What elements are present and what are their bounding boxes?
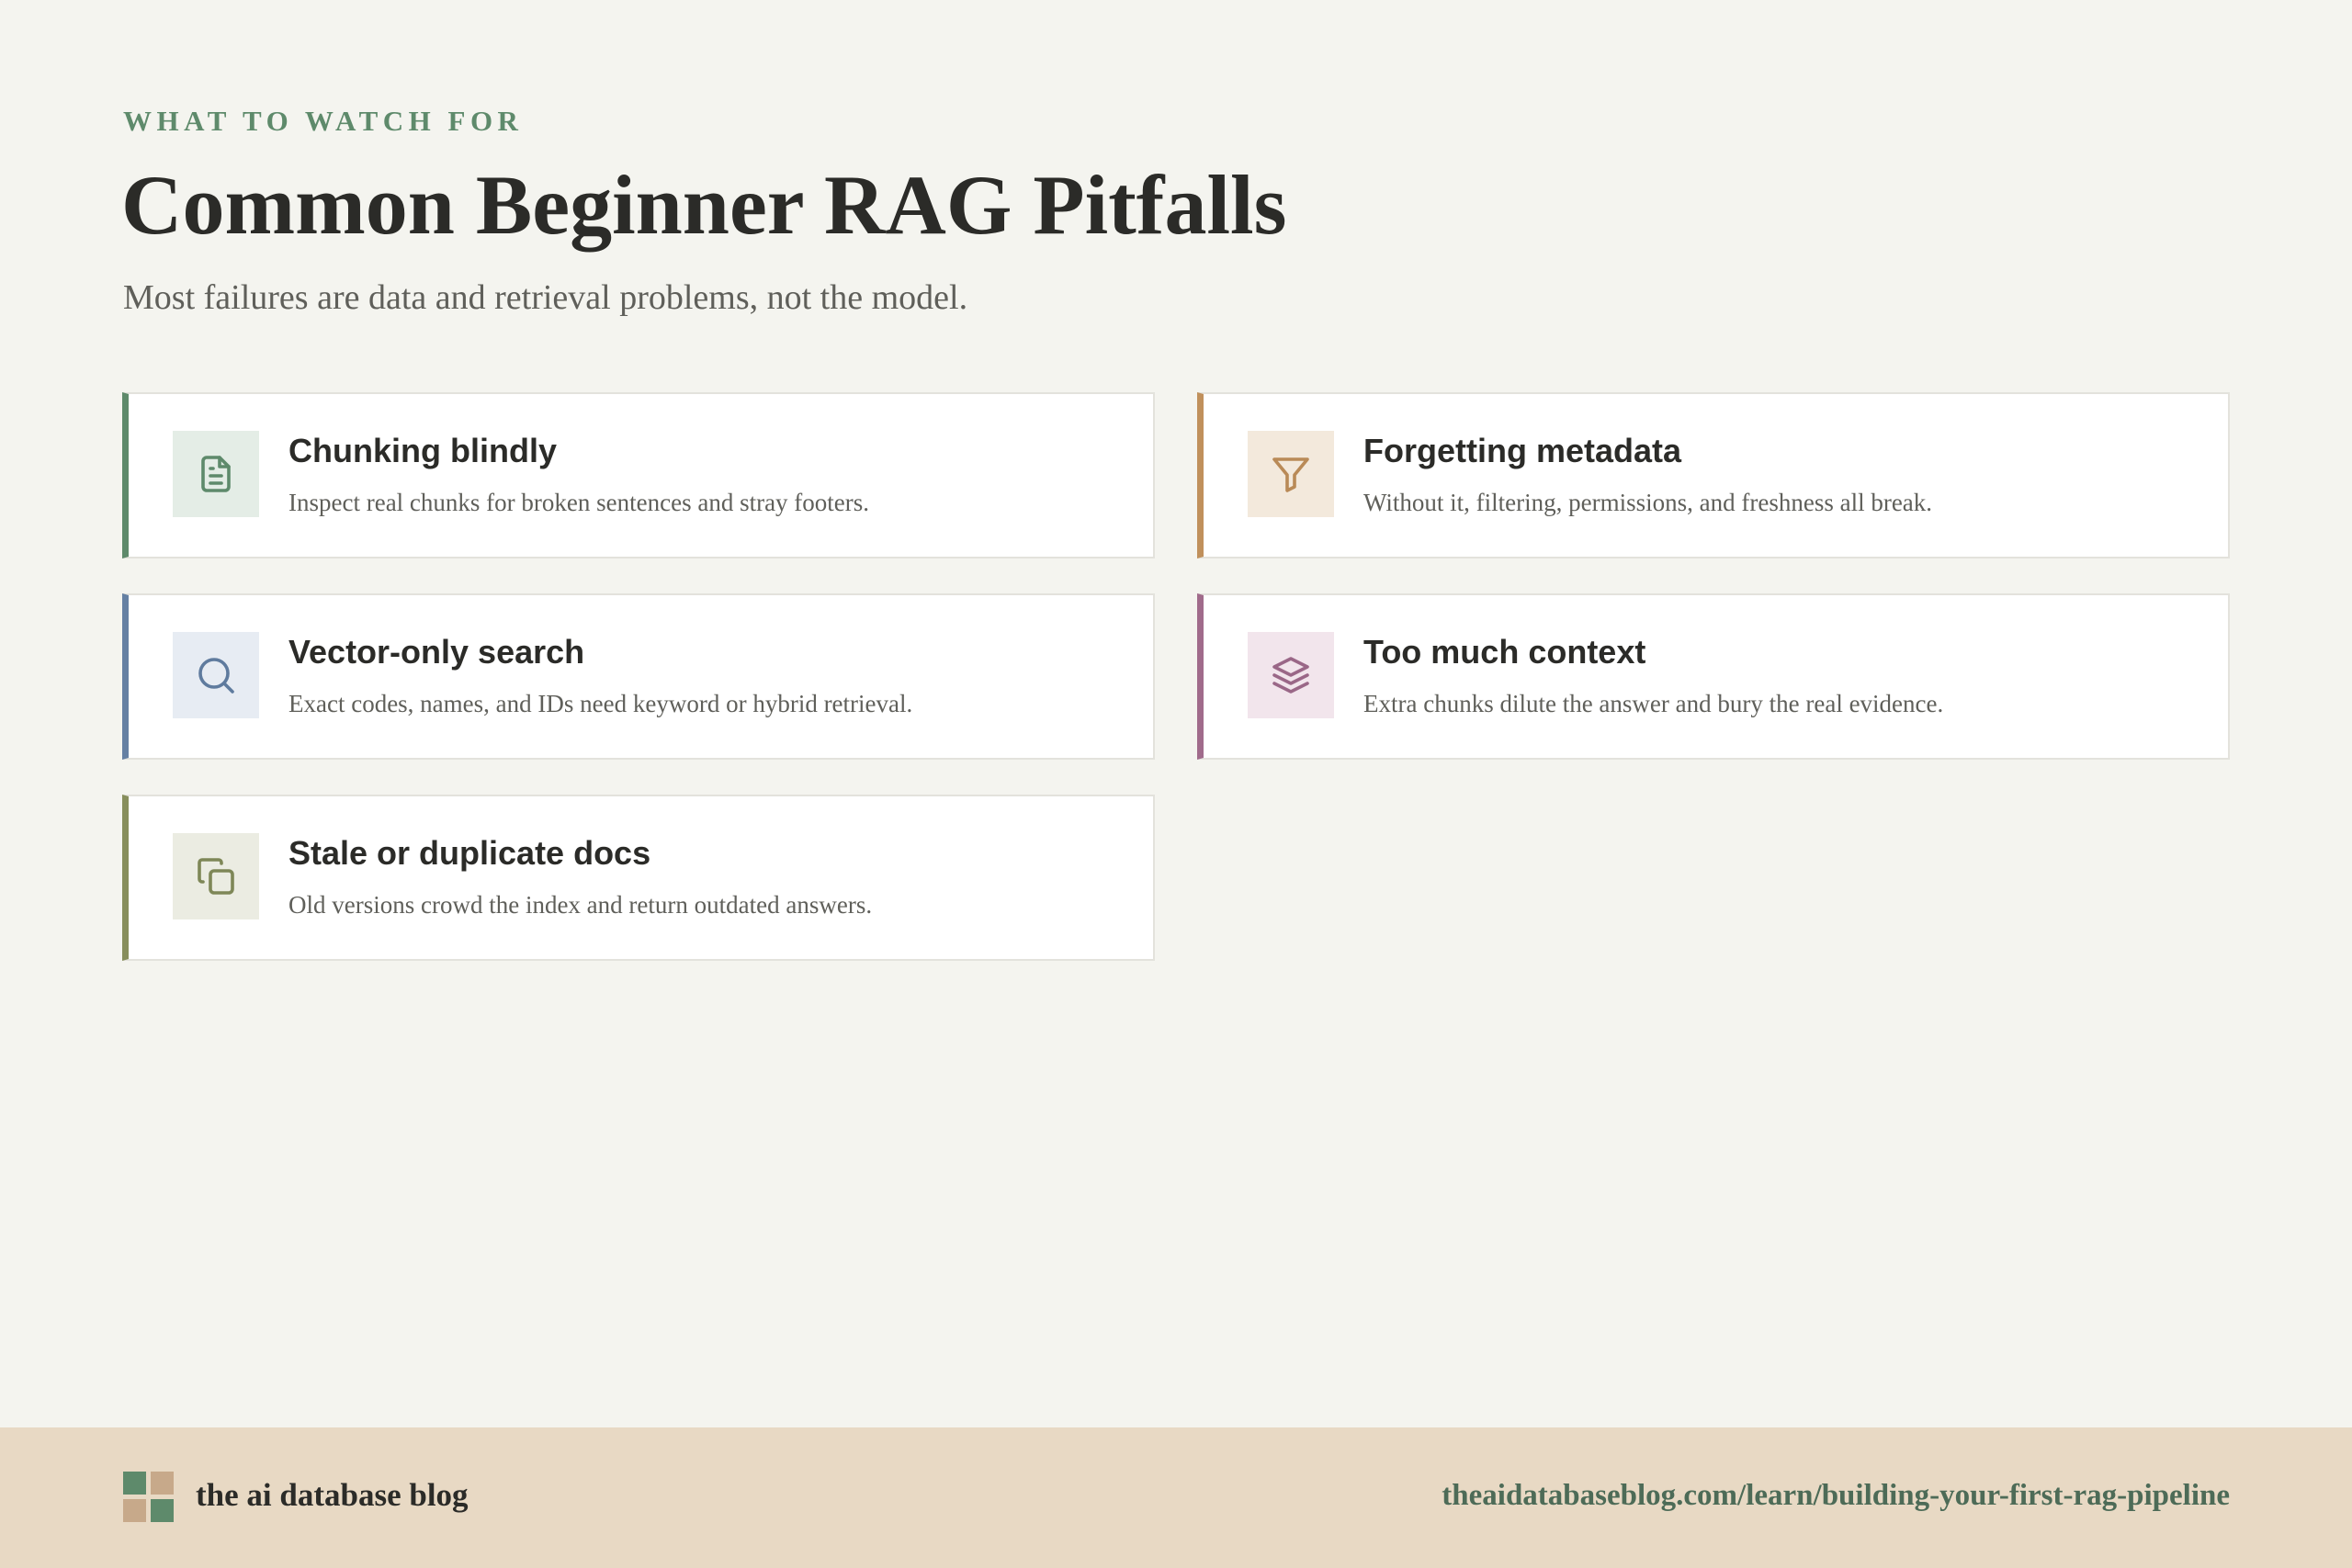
page-title: Common Beginner RAG Pitfalls (121, 158, 1287, 252)
pitfall-card-vector-search (122, 593, 1155, 760)
pitfall-card-description: Extra chunks dilute the answer and bury the real evidence. (1363, 690, 1944, 717)
pitfall-card-title: Vector-only search (288, 633, 585, 671)
pitfall-card-context (1197, 593, 2230, 760)
eyebrow-label: WHAT TO WATCH FOR (123, 105, 524, 137)
pitfall-card-chunking (122, 392, 1155, 558)
pitfall-card-title: Chunking blindly (288, 432, 557, 469)
article-url[interactable]: theaidatabaseblog.com/learn/building-your-first-rag-pipeline (1442, 1479, 2230, 1512)
grid-logo-icon (123, 1472, 175, 1523)
document-icon (173, 431, 259, 517)
pitfall-card-title: Forgetting metadata (1363, 432, 1682, 469)
pitfall-card-description: Inspect real chunks for broken sentences and stray footers. (288, 489, 870, 516)
pitfall-card-description: Old versions crowd the index and return outdated answers. (288, 891, 873, 919)
search-icon (173, 632, 259, 718)
pitfall-card-stale-docs (122, 795, 1155, 961)
pitfall-card-title: Too much context (1363, 633, 1646, 671)
page-subtitle: Most failures are data and retrieval problems, not the model. (123, 278, 968, 317)
pitfall-card-description: Exact codes, names, and IDs need keyword or hybrid retrieval. (288, 690, 913, 717)
filter-icon (1248, 431, 1334, 517)
pitfall-card-description: Without it, filtering, permissions, and freshness all break. (1363, 489, 1933, 516)
pitfall-card-metadata (1197, 392, 2230, 558)
layers-icon (1248, 632, 1334, 718)
pitfalls-grid (122, 392, 2230, 961)
copy-icon (173, 833, 259, 919)
footer (0, 1427, 2352, 1568)
brand-name: the ai database blog (196, 1477, 469, 1513)
pitfall-card-title: Stale or duplicate docs (288, 834, 651, 872)
